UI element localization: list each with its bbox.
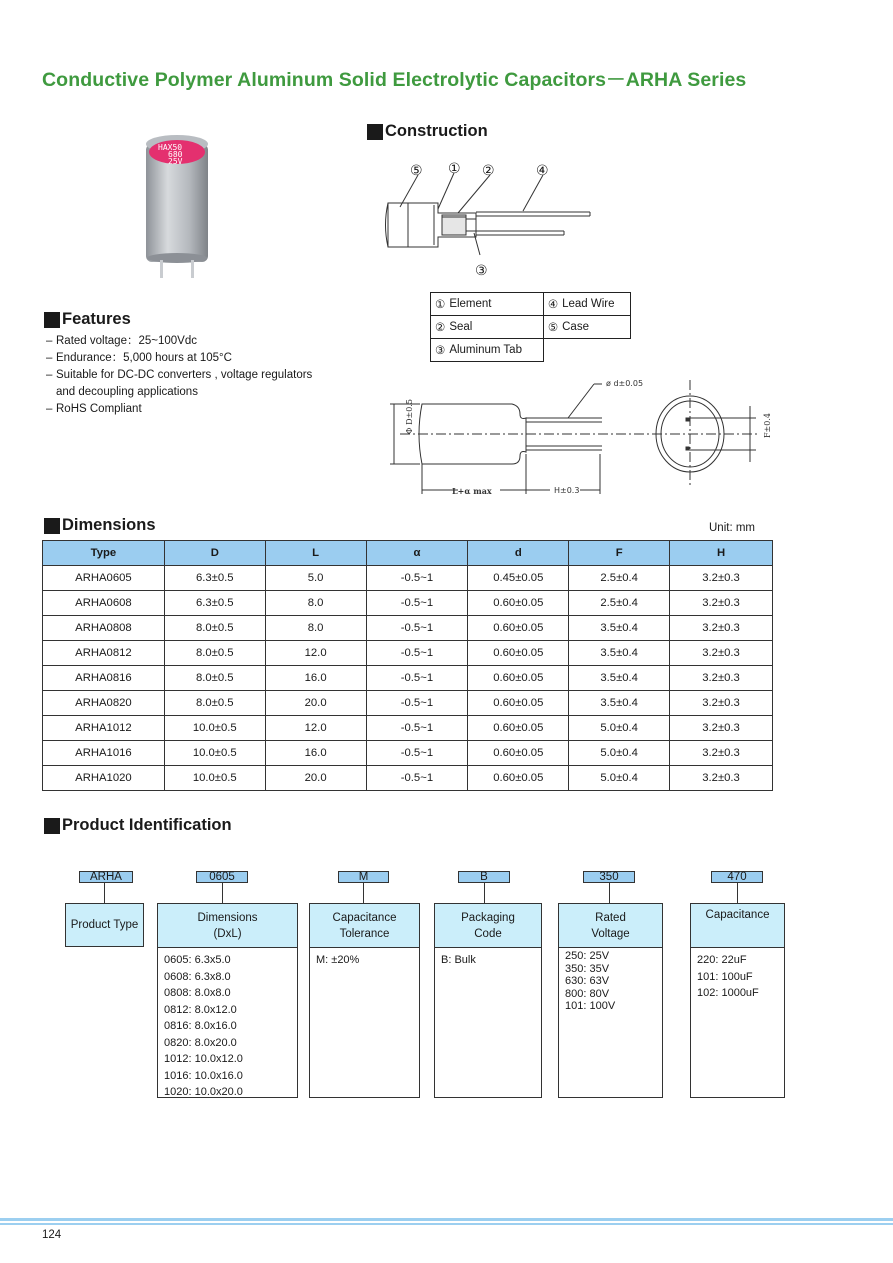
construction-heading-text: Construction [385, 122, 488, 140]
table-cell: 3.5±0.4 [569, 691, 670, 716]
table-cell: ARHA0608 [43, 591, 165, 616]
legend-num: ④ [543, 293, 560, 316]
feature-item: – RoHS Compliant [46, 401, 346, 418]
table-cell: 8.0±0.5 [164, 691, 265, 716]
product-type-box: Product Type [65, 903, 144, 947]
list-item: 0812: 8.0x12.0 [164, 1003, 237, 1016]
table-cell: 16.0 [265, 666, 366, 691]
table-cell: ARHA0816 [43, 666, 165, 691]
table-cell: 5.0±0.4 [569, 766, 670, 791]
diameter-label: Φ D±0.5 [405, 399, 414, 434]
list-item: 630: 63V [565, 975, 610, 988]
table-cell: 8.0±0.5 [164, 641, 265, 666]
feature-item: – Suitable for DC-DC converters , voltage regulators and decoupling applications [46, 367, 346, 401]
table-cell: 10.0±0.5 [164, 766, 265, 791]
table-cell: -0.5~1 [366, 566, 468, 591]
marker-4: ④ [536, 163, 549, 179]
table-cell: 3.2±0.3 [670, 666, 773, 691]
table-cell: 3.2±0.3 [670, 766, 773, 791]
table-cell: 0.45±0.05 [468, 566, 569, 591]
list-item: 101: 100V [565, 1000, 616, 1013]
photo-label-3: 25V [168, 157, 183, 166]
feature-item: – Rated voltage：25~100Vdc [46, 333, 346, 350]
table-row [43, 666, 773, 691]
list-item: 101: 100uF [697, 970, 753, 983]
list-item: 0605: 6.3x5.0 [164, 954, 231, 966]
dimensions-heading [44, 516, 156, 535]
page-number: 124 [42, 1229, 62, 1241]
table-cell: 2.5±0.4 [569, 591, 670, 616]
length-label: L+α max [452, 486, 492, 496]
table-cell: 8.0±0.5 [164, 616, 265, 641]
table-cell: 3.2±0.3 [670, 691, 773, 716]
dimensions-heading-text: Dimensions [62, 516, 156, 534]
table-cell: 20.0 [265, 691, 366, 716]
marker-3: ③ [475, 263, 488, 279]
table-cell: 3.5±0.4 [569, 641, 670, 666]
legend-label: Seal [447, 316, 543, 339]
list-item: B: Bulk [441, 954, 476, 966]
table-cell: 6.3±0.5 [164, 566, 265, 591]
table-cell: ARHA0605 [43, 566, 165, 591]
legend-num: ① [431, 293, 448, 316]
table-cell: -0.5~1 [366, 741, 468, 766]
marker-2: ② [482, 163, 495, 179]
table-row [43, 616, 773, 641]
list-item: 0808: 8.0x8.0 [164, 987, 231, 999]
code-tolerance: M [338, 871, 389, 883]
list-item: 102: 1000uF [697, 987, 759, 999]
legend-label: Element [447, 293, 543, 316]
table-cell: -0.5~1 [366, 666, 468, 691]
marker-1: ① [448, 161, 461, 177]
square-bullet-icon [44, 518, 60, 534]
photo-label-1: HAX50 [158, 143, 183, 152]
table-row [43, 716, 773, 741]
square-bullet-icon [44, 818, 60, 834]
table-cell: 5.0±0.4 [569, 741, 670, 766]
footer-rule [0, 1223, 893, 1225]
capacitance-box: Capacitance 220: 22uF 101: 100uF 102: 1000uF [690, 903, 785, 1098]
table-cell: -0.5~1 [366, 766, 468, 791]
table-cell: 5.0±0.4 [569, 716, 670, 741]
legend-row [431, 316, 631, 339]
table-cell: 0.60±0.05 [468, 741, 569, 766]
feature-item: – Endurance：5,000 hours at 105°C [46, 350, 346, 367]
list-item: 1012: 10.0x12.0 [164, 1053, 243, 1065]
table-cell: 3.2±0.3 [670, 566, 773, 591]
table-cell: -0.5~1 [366, 691, 468, 716]
features-heading-text: Features [62, 310, 131, 328]
unit-label: Unit: mm [709, 522, 755, 534]
square-bullet-icon [44, 312, 60, 328]
table-row [43, 641, 773, 666]
table-cell: 3.2±0.3 [670, 741, 773, 766]
code-type: ARHA [79, 871, 133, 883]
table-cell: ARHA1020 [43, 766, 165, 791]
construction-heading [367, 122, 488, 141]
features-heading [44, 310, 131, 329]
features-list [46, 333, 346, 418]
table-cell: ARHA1016 [43, 741, 165, 766]
list-item: 220: 22uF [697, 954, 747, 966]
table-cell: -0.5~1 [366, 591, 468, 616]
table-cell: ARHA0812 [43, 641, 165, 666]
col-header: H [670, 541, 773, 566]
table-cell: 12.0 [265, 716, 366, 741]
table-row [43, 566, 773, 591]
list-item: 250: 25V [565, 950, 610, 962]
square-bullet-icon [367, 124, 383, 140]
table-cell: 3.2±0.3 [670, 716, 773, 741]
table-cell: 0.60±0.05 [468, 766, 569, 791]
table-cell: -0.5~1 [366, 641, 468, 666]
connector-line [484, 883, 485, 903]
col-header: Type [43, 541, 165, 566]
footer-rule [0, 1218, 893, 1221]
legend-label: Case [560, 316, 630, 339]
table-cell: 0.60±0.05 [468, 591, 569, 616]
table-cell: 3.5±0.4 [569, 666, 670, 691]
capacitor-photo [140, 130, 214, 282]
page-title: Conductive Polymer Aluminum Solid Electrolytic Capacitors－ARHA Series [42, 69, 747, 91]
dimension-drawing [380, 372, 780, 502]
list-item: 350: 35V [565, 962, 610, 975]
construction-diagram [378, 155, 608, 285]
voltage-box: Rated Voltage 250: 25V 350: 35V 630: 63V 800: 80V 101: 100V [558, 903, 663, 1098]
h-label: H±0.3 [554, 486, 580, 495]
legend-num: ⑤ [543, 316, 560, 339]
col-header: L [265, 541, 366, 566]
table-cell: 16.0 [265, 741, 366, 766]
list-item: 0608: 6.3x8.0 [164, 970, 231, 983]
connector-line [363, 883, 364, 903]
product-id-heading-text: Product Identification [62, 816, 232, 834]
table-cell: 2.5±0.4 [569, 566, 670, 591]
list-item: 800: 80V [565, 987, 610, 1000]
col-header: d [468, 541, 569, 566]
table-cell: 0.60±0.05 [468, 691, 569, 716]
dimensions-list [158, 948, 297, 1105]
table-cell: -0.5~1 [366, 616, 468, 641]
table-row [43, 591, 773, 616]
table-row [43, 691, 773, 716]
legend-num: ② [431, 316, 448, 339]
table-cell: ARHA1012 [43, 716, 165, 741]
connector-line [104, 883, 105, 903]
table-cell: -0.5~1 [366, 716, 468, 741]
list-item: 0820: 8.0x20.0 [164, 1036, 237, 1049]
table-cell: 8.0 [265, 591, 366, 616]
table-cell: 5.0 [265, 566, 366, 591]
connector-line [609, 883, 610, 903]
table-cell: 3.2±0.3 [670, 591, 773, 616]
table-cell: 3.2±0.3 [670, 641, 773, 666]
connector-line [737, 883, 738, 903]
col-header: F [569, 541, 670, 566]
table-cell: 0.60±0.05 [468, 666, 569, 691]
table-cell: 20.0 [265, 766, 366, 791]
marker-5: ⑤ [410, 163, 423, 179]
table-cell: 12.0 [265, 641, 366, 666]
dimensions-box: Dimensions (DxL) 0605: 6.3x5.0 0608: 6.3x8.0 0808: 8.0x8.0 0812: 8.0x12.0 0816: 8.0x16.0 0820: 8.0x20.0 1012: 10.0x12.0 1016: 10.0x16.0 1020: 10.0x20.0 [157, 903, 298, 1098]
table-cell: ARHA0808 [43, 616, 165, 641]
legend-num: ③ [431, 339, 448, 362]
table-cell: 0.60±0.05 [468, 616, 569, 641]
table-row [43, 741, 773, 766]
packaging-box: Packaging Code B: Bulk [434, 903, 542, 1098]
tolerance-box: Capacitance Tolerance M: ±20% [309, 903, 420, 1098]
list-item: 0816: 8.0x16.0 [164, 1020, 237, 1032]
legend-label: Lead Wire [560, 293, 630, 316]
table-cell: 0.60±0.05 [468, 641, 569, 666]
dimensions-table [42, 540, 773, 791]
table-cell: 3.5±0.4 [569, 616, 670, 641]
code-dimensions: 0605 [196, 871, 248, 883]
code-packaging: B [458, 871, 510, 883]
legend-label: Aluminum Tab [447, 339, 543, 362]
table-row [43, 766, 773, 791]
table-cell: 8.0 [265, 616, 366, 641]
table-cell: ARHA0820 [43, 691, 165, 716]
construction-legend [430, 292, 631, 362]
connector-line [222, 883, 223, 903]
list-item: M: ±20% [316, 954, 360, 966]
product-id-heading [44, 816, 232, 835]
legend-row [431, 293, 631, 316]
col-header: α [366, 541, 468, 566]
code-voltage: 350 [583, 871, 635, 883]
f-label: F±0.4 [763, 413, 772, 438]
table-cell: 3.2±0.3 [670, 616, 773, 641]
list-item: 1016: 10.0x16.0 [164, 1069, 243, 1082]
table-cell: 0.60±0.05 [468, 716, 569, 741]
table-cell: 8.0±0.5 [164, 666, 265, 691]
table-cell: 10.0±0.5 [164, 741, 265, 766]
table-cell: 6.3±0.5 [164, 591, 265, 616]
code-capacitance: 470 [711, 871, 763, 883]
table-header-row [43, 541, 773, 566]
col-header: D [164, 541, 265, 566]
wire-diameter-label: ø d±0.05 [606, 379, 644, 388]
table-cell: 10.0±0.5 [164, 716, 265, 741]
photo-label-2: 680 [168, 150, 183, 159]
legend-row [431, 339, 631, 362]
list-item: 1020: 10.0x20.0 [164, 1086, 243, 1098]
